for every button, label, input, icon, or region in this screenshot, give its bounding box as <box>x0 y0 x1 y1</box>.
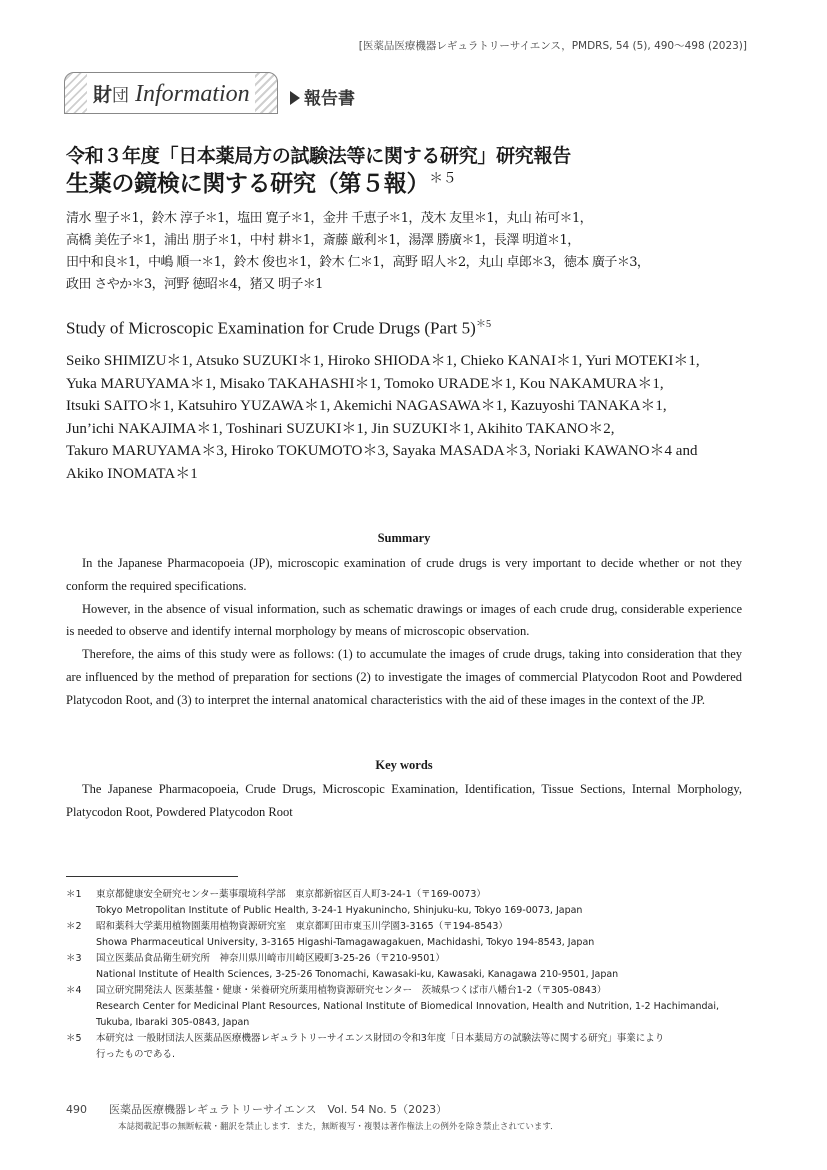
title-line-2-text: 生薬の鏡検に関する研究（第５報） <box>66 171 430 197</box>
author-line: Yuka MARUYAMA＊1, Misako TAKAHASHI＊1, Tomoko URADE＊1, Kou NAKAMURA＊1, <box>66 375 664 392</box>
note-line: Research Center for Medicinal Plant Resources, National Institute of Biomedical Innovation, Health and Nutrition, 1-2 Hachimandai, <box>96 1001 720 1012</box>
author-line: 田中和良＊1，中嶋 順一＊1，鈴木 俊也＊1，鈴木 仁＊1，高野 昭人＊2，丸山 卓郎＊3，徳本 廣子＊3， <box>66 255 650 270</box>
english-title-text: Study of Microscopic Examination for Crude Drugs (Part 5) <box>66 318 476 338</box>
footnote-rule <box>66 876 238 877</box>
english-title <box>66 315 491 339</box>
note-line: 本研究は 一般財団法人医薬品医療機器レギュラトリーサイエンス財団の令和3年度「日本薬局方の試験法等に関する研究」事業により <box>96 1033 665 1044</box>
keywords-body <box>66 778 742 824</box>
note-line: 昭和薬科大学薬用植物園薬用植物資源研究室 東京都町田市東玉川学園3-3165（〒194-8543） <box>96 921 508 932</box>
note-line: 国立医薬品食品衛生研究所 神奈川県川崎市川崎区殿町3-25-26（〒210-9501） <box>96 953 445 964</box>
footer-journal: 医薬品医療機器レギュラトリーサイエンス Vol. 54 No. 5（2023） <box>109 1103 448 1116</box>
note-mark: ＊4 <box>66 985 82 996</box>
triangle-right-icon <box>290 91 300 105</box>
affiliation-note <box>66 919 746 951</box>
summary-paragraph: In the Japanese Pharmacopoeia (JP), microscopic examination of crude drugs is very important to decide whether or not they conform the required specifications. <box>66 556 742 593</box>
title-footnote-mark: ＊５ <box>429 170 457 187</box>
japanese-authors <box>66 208 756 296</box>
author-line: 高橋 美佐子＊1，浦出 朋子＊1，中村 耕＊1，斎藤 厳利＊1，湯澤 勝廣＊1，長澤 明道＊1， <box>66 233 580 248</box>
note-line: 行ったものである. <box>96 1049 176 1060</box>
author-line: Akiko INOMATA＊1 <box>66 465 198 482</box>
author-line: 清水 聖子＊1，鈴木 淳子＊1，塩田 寛子＊1，金井 千恵子＊1，茂木 友里＊1，丸山 祐可＊1， <box>66 211 593 226</box>
note-line: National Institute of Health Sciences, 3-25-26 Tonomachi, Kawasaki-ku, Kawasaki, Kanagawa 210-9501, Japan <box>96 969 619 980</box>
author-line: Itsuki SAITO＊1, Katsuhiro YUZAWA＊1, Akemichi NAGASAWA＊1, Kazuyoshi TANAKA＊1, <box>66 398 667 415</box>
note-line: Showa Pharmaceutical University, 3-3165 Higashi-Tamagawagakuen, Machidashi, Tokyo 194-8543, Japan <box>96 937 595 948</box>
author-line: 政田 さやか＊3，河野 徳昭＊4，猪又 明子＊1 <box>66 277 323 292</box>
note-mark: ＊2 <box>66 921 82 932</box>
author-line: Jun’ichi NAKAJIMA＊1, Toshinari SUZUKI＊1, Jin SUZUKI＊1, Akihito TAKANO＊2, <box>66 420 615 437</box>
affiliation-note <box>66 983 746 1031</box>
page-number: 490 <box>66 1103 87 1116</box>
note-line: 国立研究開発法人 医薬基盤・健康・栄養研究所薬用植物資源研究センター 茨城県つくば市八幡台1-2（〒305-0843） <box>96 985 607 996</box>
english-title-footnote-mark: ＊5 <box>475 319 492 330</box>
summary-body <box>66 552 742 712</box>
note-mark: ＊3 <box>66 953 82 964</box>
keywords-text: The Japanese Pharmacopoeia, Crude Drugs, Microscopic Examination, Identification, Tissue Sections, Internal Morphology, Platycodon Root, Powdered Platycodon Root <box>66 782 742 819</box>
badge-dan: 団 <box>112 86 130 106</box>
note-mark: ＊5 <box>66 1033 82 1044</box>
section-label <box>290 84 355 109</box>
title-line-1: 令和３年度「日本薬局方の試験法等に関する研究」研究報告 <box>66 145 571 167</box>
title-line-2 <box>66 165 456 198</box>
summary-paragraph: However, in the absence of visual information, such as schematic drawings or images of each crude drug, considerable experience is needed to observe and identify internal morphology by means of microscopic observation. <box>66 601 742 639</box>
affiliation-note <box>66 1031 746 1063</box>
summary-paragraph: Therefore, the aims of this study were as follows: (1) to accumulate the images of crude drugs, taking into consideration that they are influenced by the method of preparation for sections (2) to investigate the images of commercial Platycodon Root and Powdered Platycodon Root, and (3) to interpret the internal anatomical characteristics with the aid of these images in the context of the JP. <box>66 647 742 707</box>
information-badge <box>64 72 278 114</box>
affiliation-notes <box>66 887 746 1063</box>
note-mark: ＊1 <box>66 889 82 900</box>
page-footer <box>66 1101 447 1117</box>
affiliation-note <box>66 887 746 919</box>
note-line: Tokyo Metropolitan Institute of Public Health, 3-24-1 Hyakunincho, Shinjuku-ku, Tokyo 169-0073, Japan <box>96 905 583 916</box>
author-line: Seiko SHIMIZU＊1, Atsuko SUZUKI＊1, Hiroko SHIODA＊1, Chieko KANAI＊1, Yuri MOTEKI＊1, <box>66 353 700 369</box>
english-authors <box>66 350 756 486</box>
note-line: 東京都健康安全研究センター薬事環境科学部 東京都新宿区百人町3-24-1（〒169-0073） <box>96 889 486 900</box>
summary-heading: Summary <box>377 531 431 545</box>
journal-header: [医薬品医療機器レギュラトリーサイエンス，PMDRS, 54 (5), 490～498 (2023)] <box>358 40 747 52</box>
badge-zai: 財 <box>93 84 113 106</box>
author-line: Takuro MARUYAMA＊3, Hiroko TOKUMOTO＊3, Sayaka MASADA＊3, Noriaki KAWANO＊4 and <box>66 443 698 460</box>
copyright-notice: 本誌掲載記事の無断転載・翻訳を禁止します．また，無断複写・複製は著作権法上の例外を除き禁止されています． <box>118 1122 559 1132</box>
affiliation-note <box>66 951 746 983</box>
keywords-heading: Key words <box>375 758 433 772</box>
badge-information: Information <box>135 81 250 107</box>
section-label-text: 報告書 <box>304 89 355 109</box>
note-line: Tukuba, Ibaraki 305-0843, Japan <box>96 1017 250 1028</box>
